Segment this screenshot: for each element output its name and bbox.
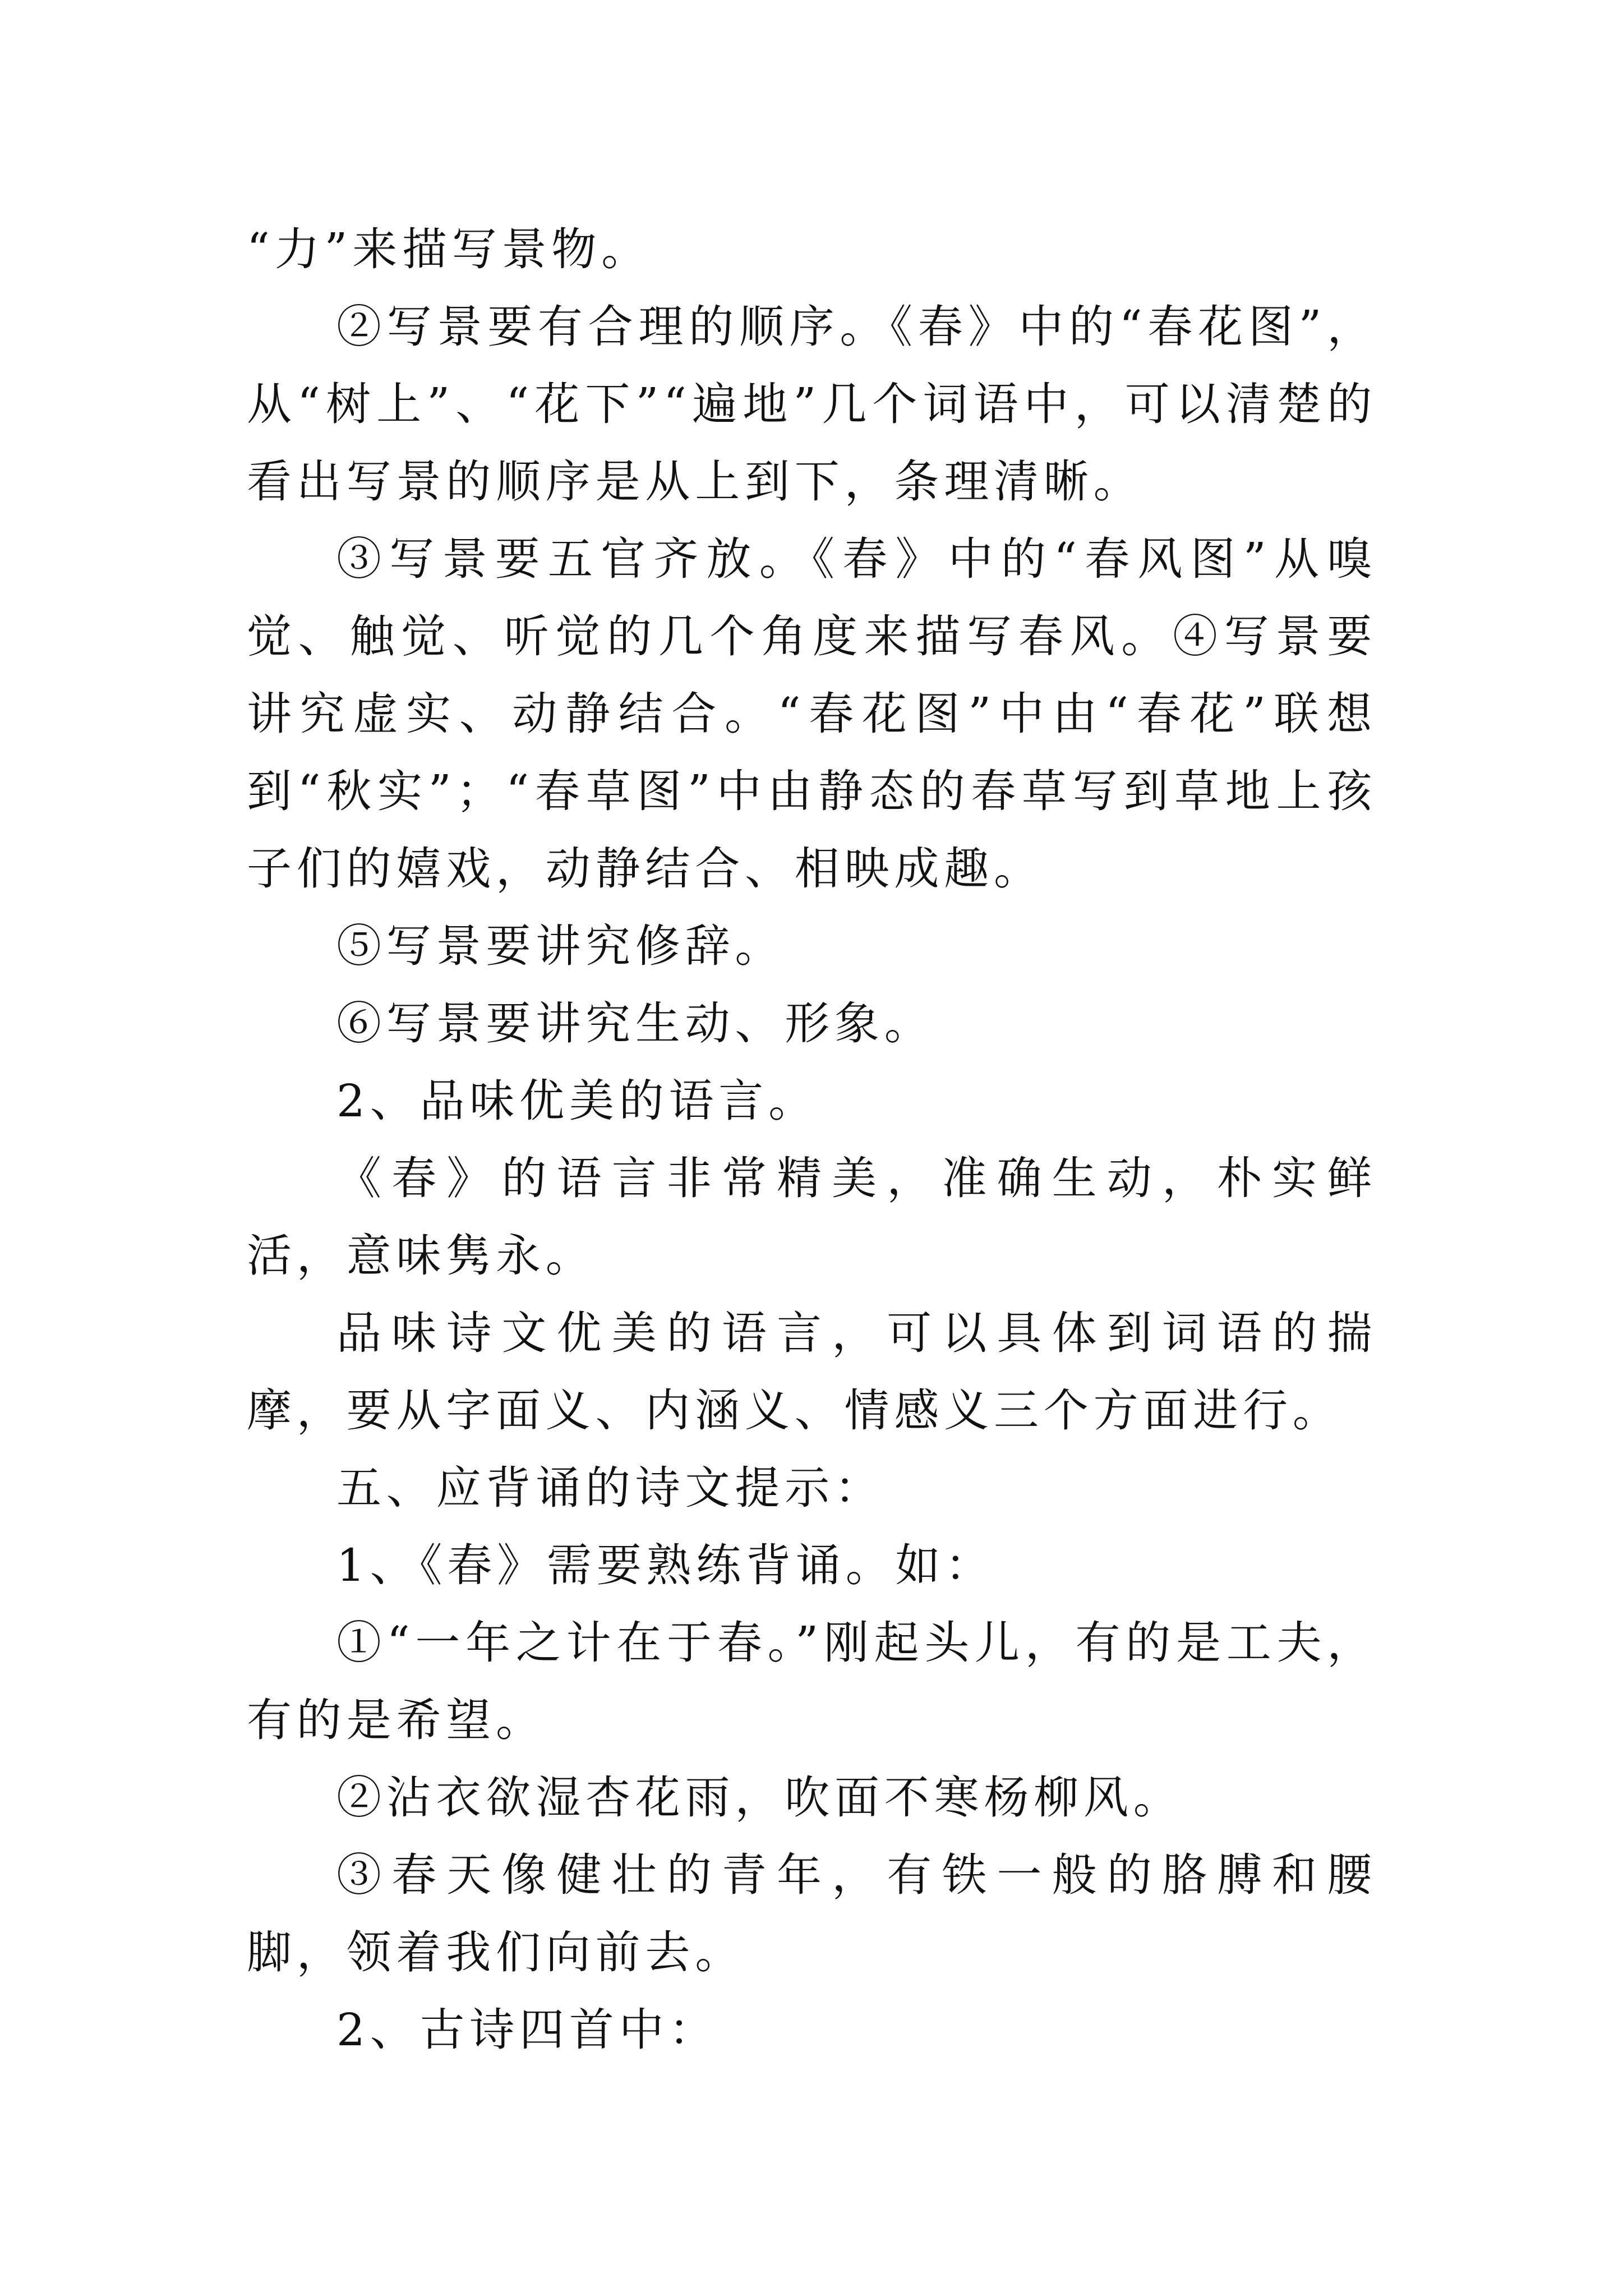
- paragraph-12: ②沾衣欲湿杏花雨，吹面不寒杨柳风。: [336, 1772, 1183, 1824]
- paragraph-4: ⑤写景要讲究修辞。: [336, 920, 785, 972]
- paragraph-7: 《春》的语言非常精美，准确生动，朴实鲜活，意味隽永。: [247, 1152, 1377, 1282]
- paragraph-8: 品味诗文优美的语言，可以具体到词语的揣摩，要从字面义、内涵义、情感义三个方面进行。: [247, 1307, 1377, 1437]
- paragraph-10: 1、《春》需要熟练背诵。如：: [336, 1539, 995, 1591]
- paragraph-14: 2、古诗四首中：: [336, 2004, 719, 2056]
- paragraph-6: 2、品味优美的语言。: [336, 1075, 818, 1127]
- section-heading: 五、应背诵的诗文提示：: [336, 1462, 884, 1514]
- paragraph-11: ①“一年之计在于春。”刚起头儿，有的是工夫，有的是希望。: [247, 1617, 1377, 1746]
- paragraph-3: ③写景要五官齐放。《春》中的“春风图”从嗅觉、触觉、听觉的几个角度来描写春风。④写景要讲究虚实、动静结合。“春花图”中由“春花”联想到“秋实”；“春草图”中由静态的春草写到草地上孩子们的嬉戏，动静结合、相映成趣。: [247, 533, 1377, 895]
- paragraph-2: ②写景要有合理的顺序。《春》中的“春花图”，从“树上”、“花下”“遍地”几个词语中，可以清楚的看出写景的顺序是从上到下，条理清晰。: [247, 301, 1377, 508]
- paragraph-13: ③春天像健壮的青年，有铁一般的胳膊和腰脚，领着我们向前去。: [247, 1849, 1377, 1978]
- paragraph-1: “力”来描写景物。: [247, 223, 651, 275]
- paragraph-5: ⑥写景要讲究生动、形象。: [336, 997, 934, 1050]
- document-body: [247, 211, 1377, 2069]
